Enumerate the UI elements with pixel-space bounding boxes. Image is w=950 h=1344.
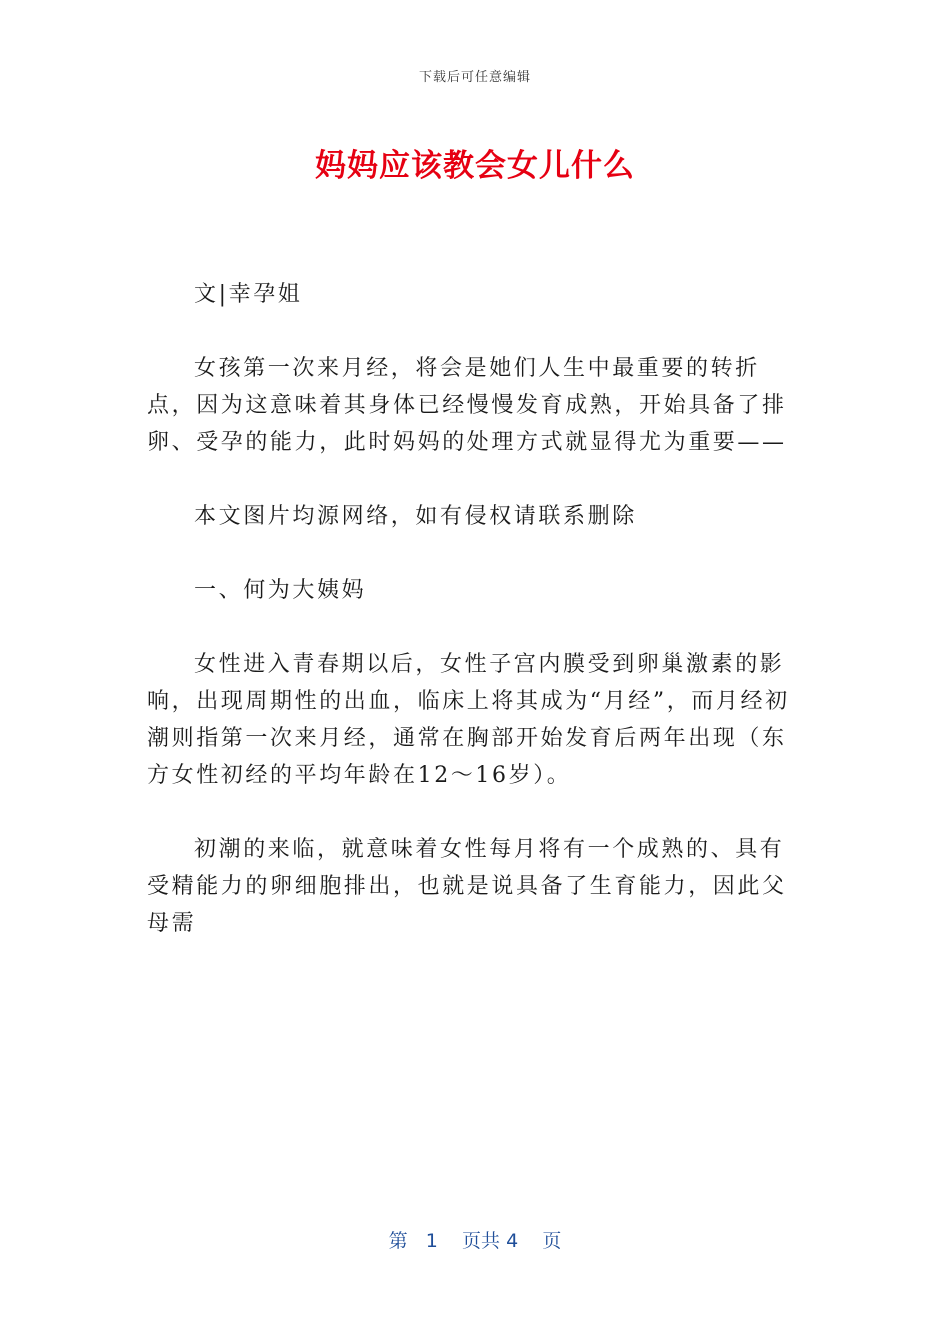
- document-body: [147, 276, 807, 979]
- footer-page-total: 4: [506, 1230, 519, 1252]
- paragraph: 女孩第一次来月经，将会是她们人生中最重要的转折点，因为这意味着其身体已经慢慢发育成熟，开始具备了排卵、受孕的能力，此时妈妈的处理方式就显得尤为重要——: [147, 356, 787, 455]
- footer-page-suffix: 页: [542, 1230, 562, 1252]
- paragraph: 初潮的来临，就意味着女性每月将有一个成熟的、具有受精能力的卵细胞排出，也就是说具备了生育能力，因此父母需: [147, 837, 787, 936]
- page-footer: [0, 1226, 950, 1253]
- section-heading: 一、何为大姨妈: [194, 578, 367, 603]
- footer-page-label: 第: [388, 1230, 408, 1252]
- footer-page-current: 1: [425, 1230, 438, 1252]
- document-title: 妈妈应该教会女儿什么: [315, 148, 635, 184]
- footer-total-label: 页共: [462, 1230, 501, 1252]
- header-note: 下载后可任意编辑: [418, 70, 531, 85]
- author-line: 文|幸孕姐: [194, 282, 303, 307]
- paragraph: 本文图片均源网络，如有侵权请联系删除: [194, 504, 637, 529]
- paragraph: 女性进入青春期以后，女性子宫内膜受到卵巢激素的影响，出现周期性的出血，临床上将其成为“月经”，而月经初潮则指第一次来月经，通常在胸部开始发育后两年出现（东方女性初经的平均年龄在12～16岁）。: [147, 652, 790, 788]
